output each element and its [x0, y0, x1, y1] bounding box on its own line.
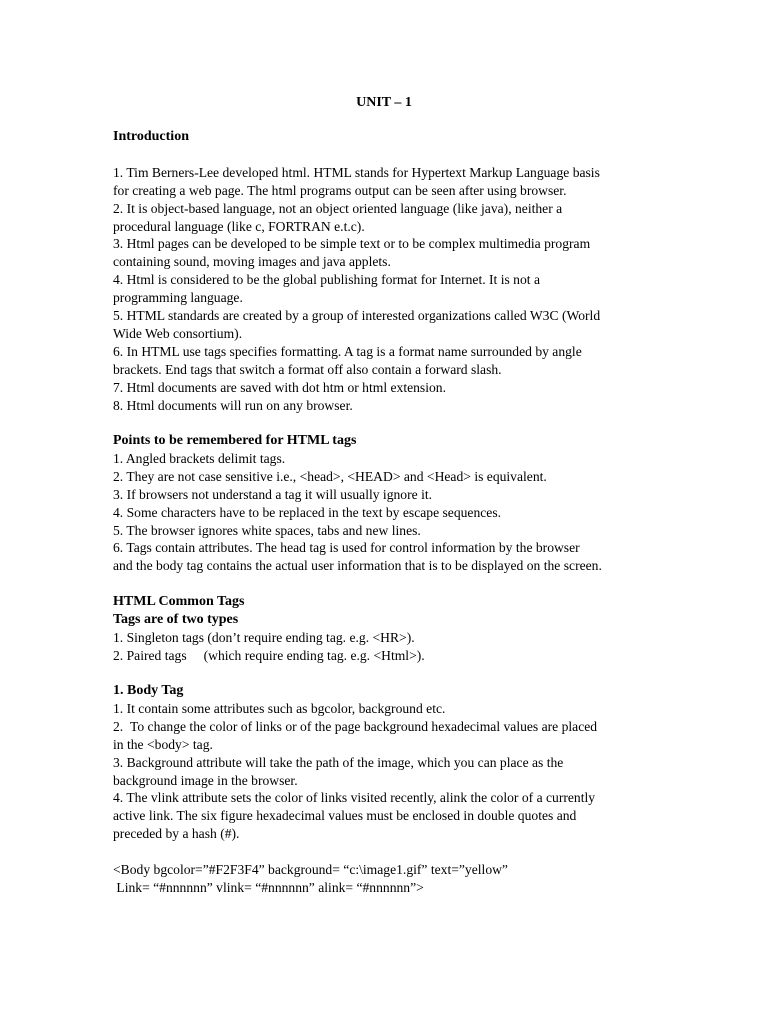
common-tags-heading: HTML Common Tags: [113, 594, 245, 609]
paragraph-line: for creating a web page. The html programs output can be seen after using browser.: [113, 182, 567, 198]
paragraph-line: procedural language (like c, FORTRAN e.t.c).: [113, 218, 365, 234]
code-line: Link= “#nnnnnn” vlink= “#nnnnnn” alink= “#nnnnnn”>: [113, 879, 424, 895]
document-title: UNIT – 1: [356, 95, 412, 110]
paragraph-line: 2. To change the color of links or of the page background hexadecimal values are placed: [113, 718, 598, 734]
paragraph-line: 1. Tim Berners-Lee developed html. HTML stands for Hypertext Markup Language basis: [113, 164, 600, 180]
paragraph-line: 2. Paired tags (which require ending tag. e.g. <Html>).: [113, 647, 425, 663]
paragraph-line: 4. Some characters have to be replaced in the text by escape sequences.: [113, 504, 502, 520]
paragraph-line: 2. They are not case sensitive i.e., <head>, <HEAD> and <Head> is equivalent.: [113, 468, 547, 484]
common-tags-section: [113, 593, 658, 665]
paragraph-line: preceded by a hash (#).: [113, 826, 240, 842]
paragraph-line: 1. It contain some attributes such as bgcolor, background etc.: [113, 700, 446, 716]
body-tag-heading: 1. Body Tag: [113, 683, 184, 698]
paragraph-line: 2. It is object-based language, not an object oriented language (like java), neither a: [113, 200, 563, 216]
paragraph-line: 1. Singleton tags (don’t require ending tag. e.g. <HR>).: [113, 629, 415, 645]
paragraph-line: 6. In HTML use tags specifies formatting. A tag is a format name surrounded by angle: [113, 343, 582, 359]
paragraph-line: 3. If browsers not understand a tag it will usually ignore it.: [113, 486, 433, 502]
paragraph-line: background image in the browser.: [113, 772, 298, 788]
points-heading: Points to be remembered for HTML tags: [113, 433, 357, 448]
paragraph-line: 8. Html documents will run on any browser.: [113, 397, 353, 413]
paragraph-line: in the <body> tag.: [113, 736, 213, 752]
introduction-heading: Introduction: [113, 129, 189, 144]
paragraph-line: brackets. End tags that switch a format off also contain a forward slash.: [113, 361, 502, 377]
paragraph-line: and the body tag contains the actual user information that is to be displayed on the screen.: [113, 558, 602, 574]
points-section: [113, 432, 658, 575]
paragraph-line: 5. The browser ignores white spaces, tabs and new lines.: [113, 522, 421, 538]
body-tag-section: [113, 682, 658, 897]
paragraph-line: active link. The six figure hexadecimal values must be enclosed in double quotes and: [113, 808, 577, 824]
paragraph-line: 4. The vlink attribute sets the color of links visited recently, alink the color of a currently: [113, 790, 596, 806]
paragraph-line: 3. Html pages can be developed to be simple text or to be complex multimedia program: [113, 236, 591, 252]
paragraph-line: 7. Html documents are saved with dot htm or html extension.: [113, 379, 446, 395]
code-line: <Body bgcolor=”#F2F3F4” background= “c:\image1.gif” text=”yellow”: [113, 862, 508, 878]
paragraph-line: Wide Web consortium).: [113, 325, 243, 341]
paragraph-line: programming language.: [113, 290, 243, 306]
tag-types-subheading: Tags are of two types: [113, 611, 239, 627]
paragraph-line: containing sound, moving images and java applets.: [113, 254, 391, 270]
paragraph-line: 3. Background attribute will take the path of the image, which you can place as the: [113, 754, 564, 770]
paragraph-line: 1. Angled brackets delimit tags.: [113, 450, 286, 466]
introduction-section: [113, 128, 658, 414]
paragraph-line: 4. Html is considered to be the global publishing format for Internet. It is not a: [113, 272, 540, 288]
paragraph-line: 6. Tags contain attributes. The head tag is used for control information by the browser: [113, 540, 580, 556]
paragraph-line: 5. HTML standards are created by a group of interested organizations called W3C (World: [113, 308, 601, 324]
